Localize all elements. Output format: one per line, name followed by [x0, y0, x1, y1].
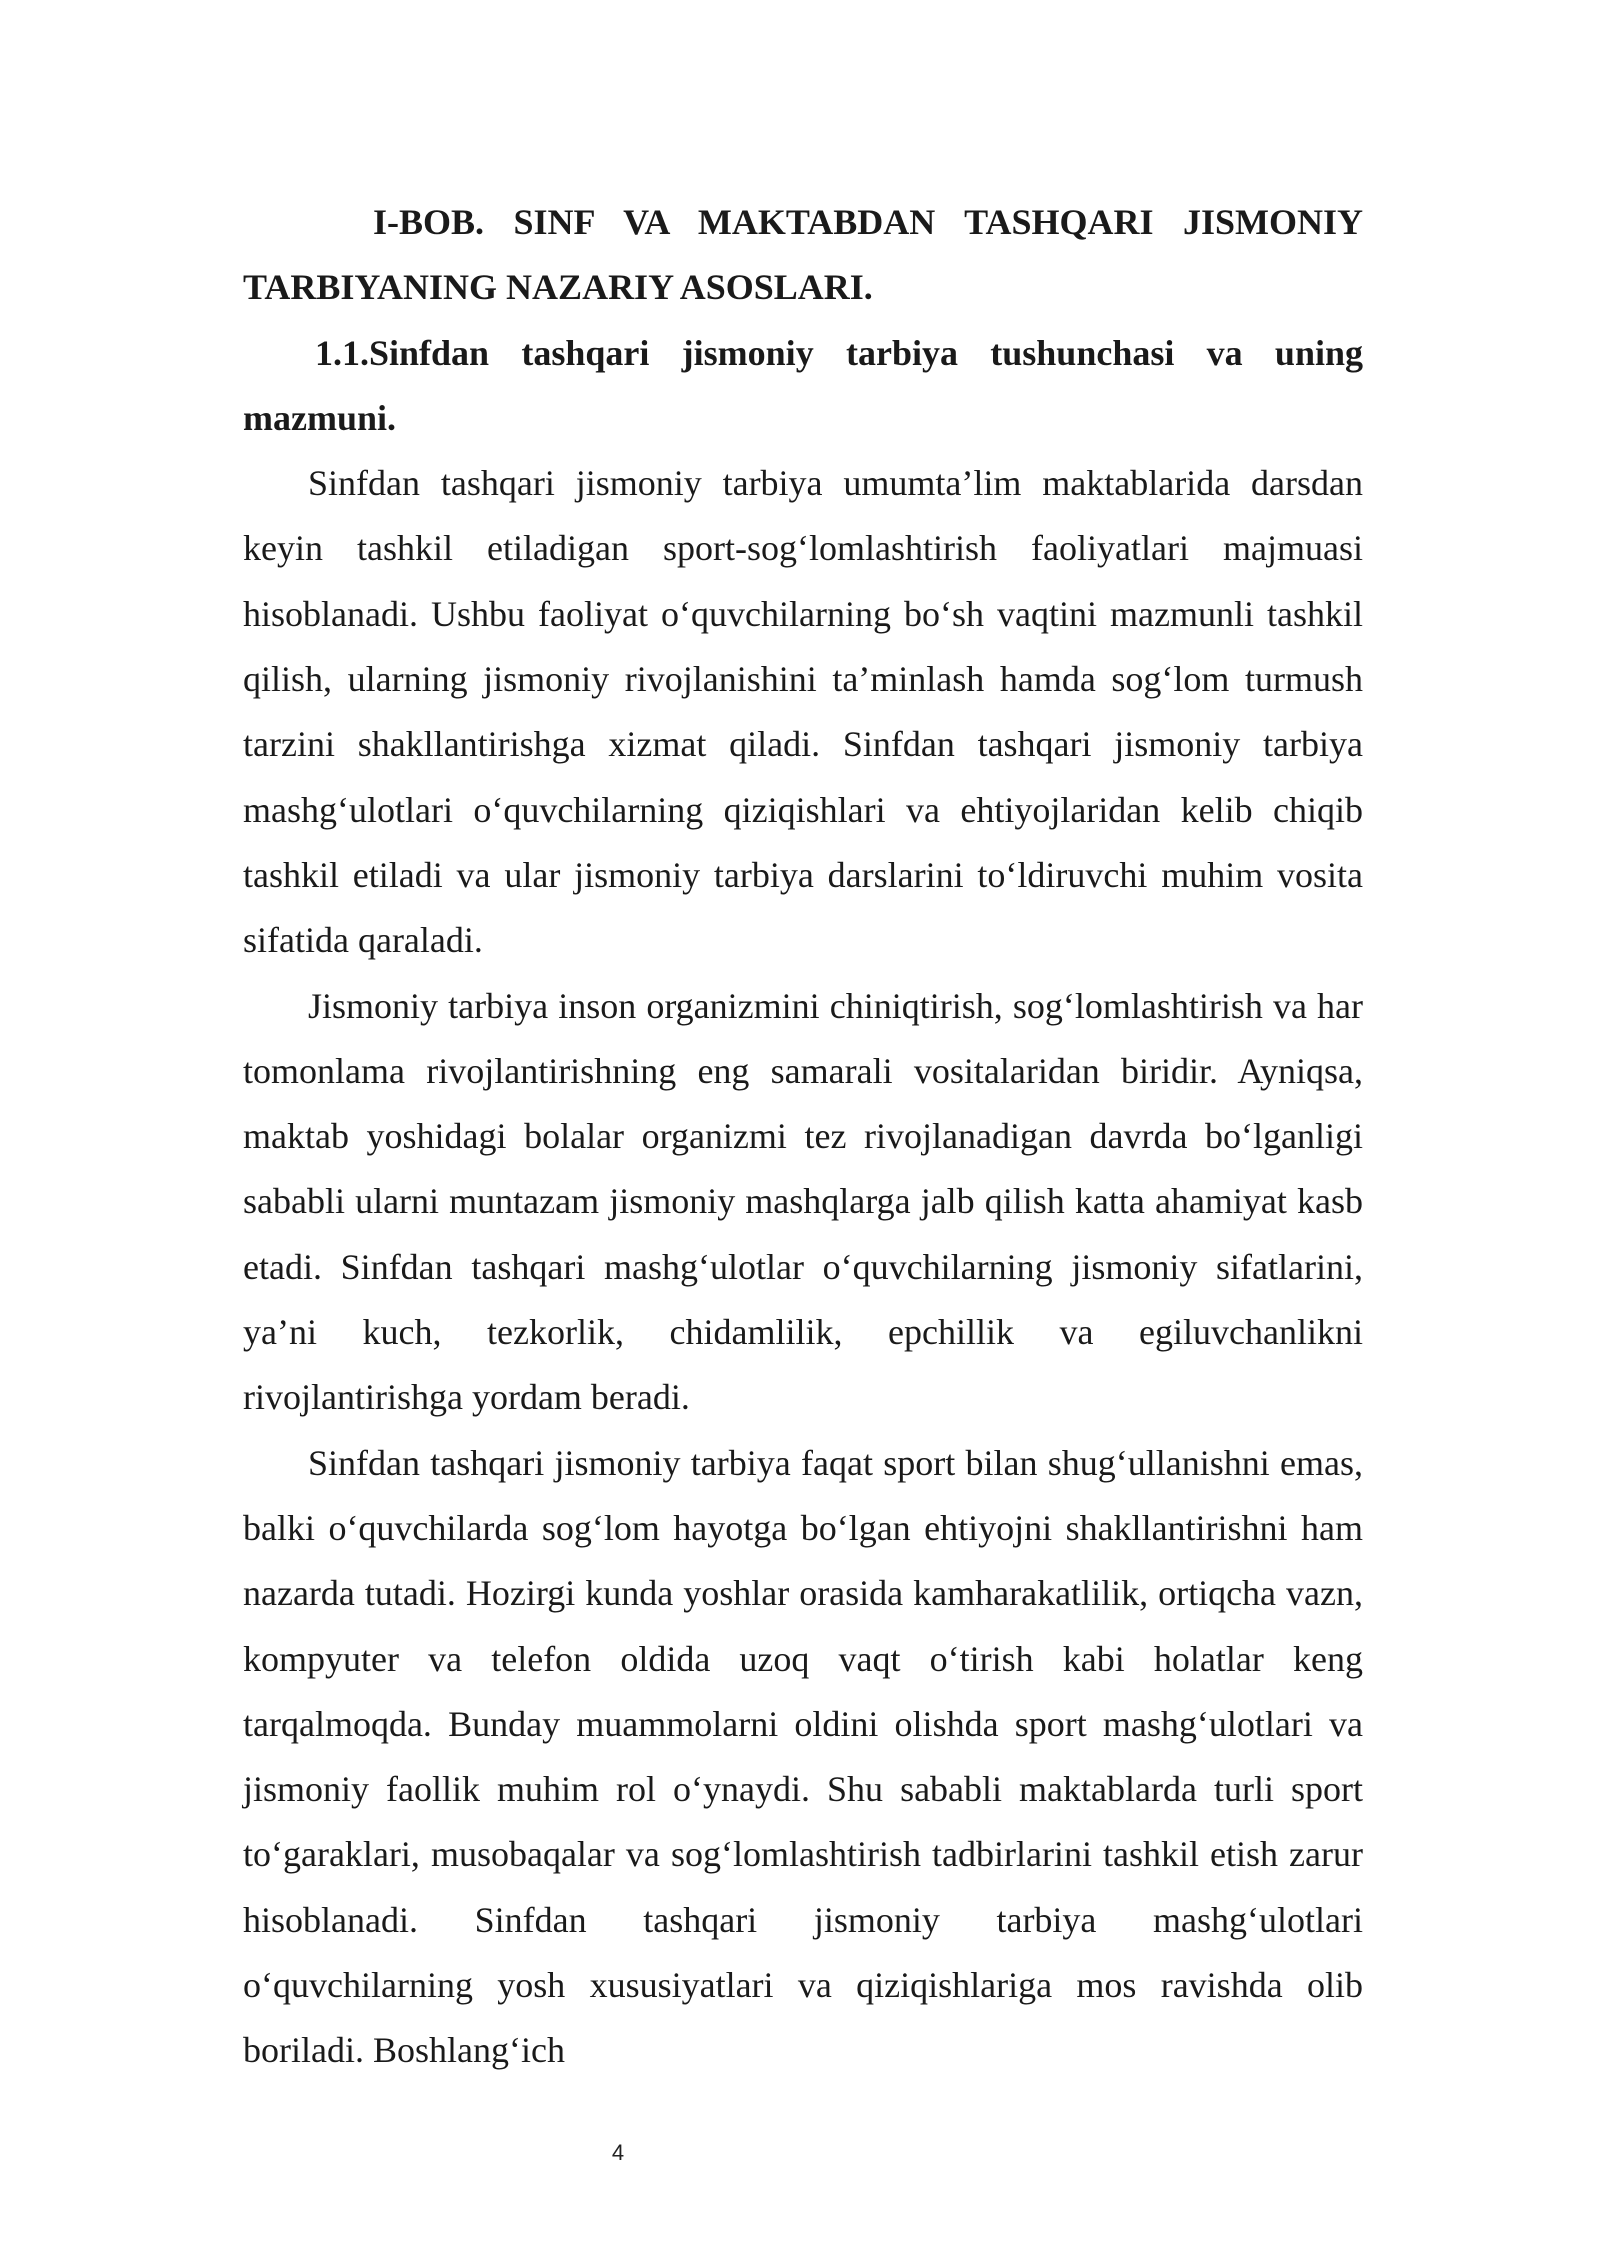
body-paragraph: Jismoniy tarbiya inson organizmini chiniqtirish, sog‘lomlashtirish va har tomonlama rivojlantirishning eng samarali vositalaridan biridir. Ayniqsa, maktab yoshidagi bolalar organizmi tez rivojlanadigan davrda bo‘lganligi sababli ularni muntazam jismoniy mashqlarga jalb qilish katta ahamiyat kasb etadi. Sinfdan tashqari mashg‘ulotlar o‘quvchilarning jismoniy sifatlarini, ya’ni kuch, tezkorlik, chidamlilik, epchillik va egiluvchanlikni rivojlantirishga yordam beradi.: [243, 985, 1363, 1418]
chapter-heading: I-BOB. SINF VA MAKTABDAN TASHQARI JISMONIY TARBIYANING NAZARIY ASOSLARI.: [243, 202, 1363, 308]
page-number: 4: [611, 2140, 625, 2165]
body-paragraph: Sinfdan tashqari jismoniy tarbiya faqat sport bilan shug‘ullanishni emas, balki o‘quvchilarda sog‘lom hayotga bo‘lgan ehtiyojni shakllantirishni ham nazarda tutadi. Hozirgi kunda yoshlar orasida kamharakatlilik, ortiqcha vazn, kompyuter va telefon oldida uzoq vaqt o‘tirish kabi holatlar keng tarqalmoqda. Bunday muammolarni oldini olishda sport mashg‘ulotlari va jismoniy faollik muhim rol o‘ynaydi. Shu sababli maktablarda turli sport to‘garaklari, musobaqalar va sog‘lomlashtirish tadbirlarini tashkil etish zarur hisoblanadi. Sinfdan tashqari jismoniy tarbiya mashg‘ulotlari o‘quvchilarning yosh xususiyatlari va qiziqishlariga mos ravishda olib boriladi. Boshlang‘ich: [243, 1442, 1363, 2071]
page-body: [243, 190, 1363, 2084]
section-heading: 1.1.Sinfdan tashqari jismoniy tarbiya tushunchasi va uning mazmuni.: [243, 332, 1363, 438]
body-paragraph: Sinfdan tashqari jismoniy tarbiya umumta’lim maktablarida darsdan keyin tashkil etiladigan sport-sog‘lomlashtirish faoliyatlari majmuasi hisoblanadi. Ushbu faoliyat o‘quvchilarning bo‘sh vaqtini mazmunli tashkil qilish, ularning jismoniy rivojlanishini ta’minlash hamda sog‘lom turmush tarzini shakllantirishga xizmat qiladi. Sinfdan tashqari jismoniy tarbiya mashg‘ulotlari o‘quvchilarning qiziqishlari va ehtiyojlaridan kelib chiqib tashkil etiladi va ular jismoniy tarbiya darslarini to‘ldiruvchi muhim vosita sifatida qaraladi.: [243, 463, 1363, 961]
